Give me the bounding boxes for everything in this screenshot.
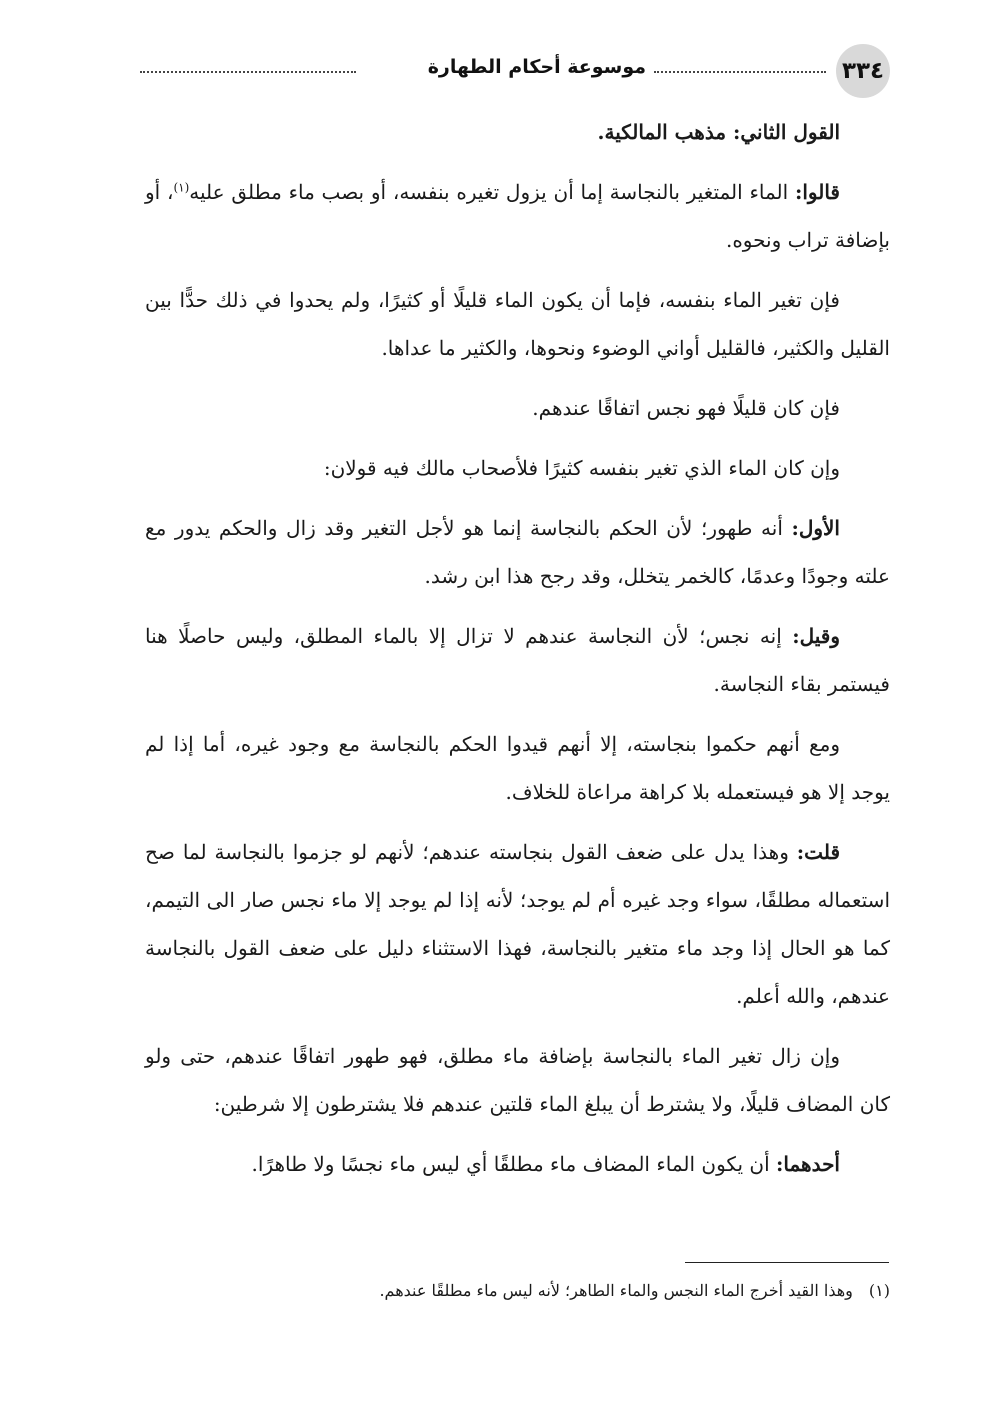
paragraph-qalu xyxy=(145,168,890,264)
paragraph-text: أن يكون الماء المضاف ماء مطلقًا أي ليس ماء نجسًا ولا طاهرًا. xyxy=(251,1152,776,1176)
page-number-badge: ٣٣٤ xyxy=(836,44,890,98)
footnote-reference: (١) xyxy=(173,180,190,195)
running-title: موسوعة أحكام الطهارة xyxy=(427,56,646,78)
header-dotted-line-right xyxy=(654,71,826,73)
paragraph: وإن زال تغير الماء بالنجاسة بإضافة ماء مطلق، فهو طهور اتفاقًا عندهم، حتى ولو كان المضاف قليلًا، ولا يشترط أن يبلغ الماء قلتين عندهم فلا يشترطون إلا شرطين: xyxy=(145,1044,890,1116)
footnote-separator xyxy=(685,1262,889,1263)
paragraph: ومع أنهم حكموا بنجاسته، إلا أنهم قيدوا الحكم بالنجاسة مع وجود غيره، أما إذا لم يوجد إلا هو فيستعمله بلا كراهة مراعاة للخلاف. xyxy=(145,732,890,804)
paragraph-lead: قالوا: xyxy=(794,180,840,204)
main-text xyxy=(145,108,890,1200)
paragraph-text: إنه نجس؛ لأن النجاسة عندهم لا تزال إلا بالماء المطلق، وليس حاصلًا هنا فيستمر بقاء النجاسة. xyxy=(145,624,890,696)
paragraph-text: وهذا يدل على ضعف القول بنجاسته عندهم؛ لأنهم لو جزموا بالنجاسة لما صح استعماله مطلقًا، سواء وجد غيره أم لم يوجد؛ لأنه إذا لم يوجد إلا ماء نجس صار الى التيمم، كما هو الحال إذا وجد ماء متغير بالنجاسة، فهذا الاستثناء دليل على ضعف القول بالنجاسة عندهم، والله أعلم. xyxy=(145,840,890,1008)
paragraph: وإن كان الماء الذي تغير بنفسه كثيرًا فلأصحاب مالك فيه قولان: xyxy=(323,456,840,480)
paragraph-text: ، أو بإضافة تراب ونحوه. xyxy=(145,180,890,252)
footnote-text: وهذا القيد أخرج الماء النجس والماء الطاهر؛ لأنه ليس ماء مطلقًا عندهم. xyxy=(379,1281,853,1300)
paragraph-second-opinion xyxy=(145,612,890,708)
paragraph-lead: أحدهما: xyxy=(775,1152,840,1176)
paragraph-text: أنه طهور؛ لأن الحكم بالنجاسة إنما هو لأجل التغير وقد زال والحكم يدور مع علته وجودًا وعدمًا، كالخمر يتخلل، وقد رجح هذا ابن رشد. xyxy=(145,516,890,588)
paragraph-author-comment xyxy=(145,828,890,1020)
header-dotted-line-left xyxy=(140,71,356,73)
paragraph-section-heading xyxy=(145,108,890,156)
paragraph-condition-one xyxy=(145,1140,890,1188)
footnote-number: (١) xyxy=(868,1281,890,1300)
paragraph-first-opinion xyxy=(145,504,890,600)
paragraph-text: الماء المتغير بالنجاسة إما أن يزول تغيره بنفسه، أو بصب ماء مطلق عليه xyxy=(189,180,795,204)
paragraph-lead: الأول: xyxy=(791,516,840,540)
paragraph-lead: قلت: xyxy=(796,840,840,864)
paragraph: فإن تغير الماء بنفسه، فإما أن يكون الماء قليلًا أو كثيرًا، ولم يحدوا في ذلك حدًّا بين القليل والكثير، فالقليل أواني الوضوء ونحوها، والكثير ما عداها. xyxy=(145,288,890,360)
paragraph: فإن كان قليلًا فهو نجس اتفاقًا عندهم. xyxy=(532,396,840,420)
page-header xyxy=(140,44,890,100)
paragraph-lead: وقيل: xyxy=(792,624,840,648)
footnote xyxy=(145,1276,890,1306)
section-heading: القول الثاني: مذهب المالكية. xyxy=(597,120,840,144)
